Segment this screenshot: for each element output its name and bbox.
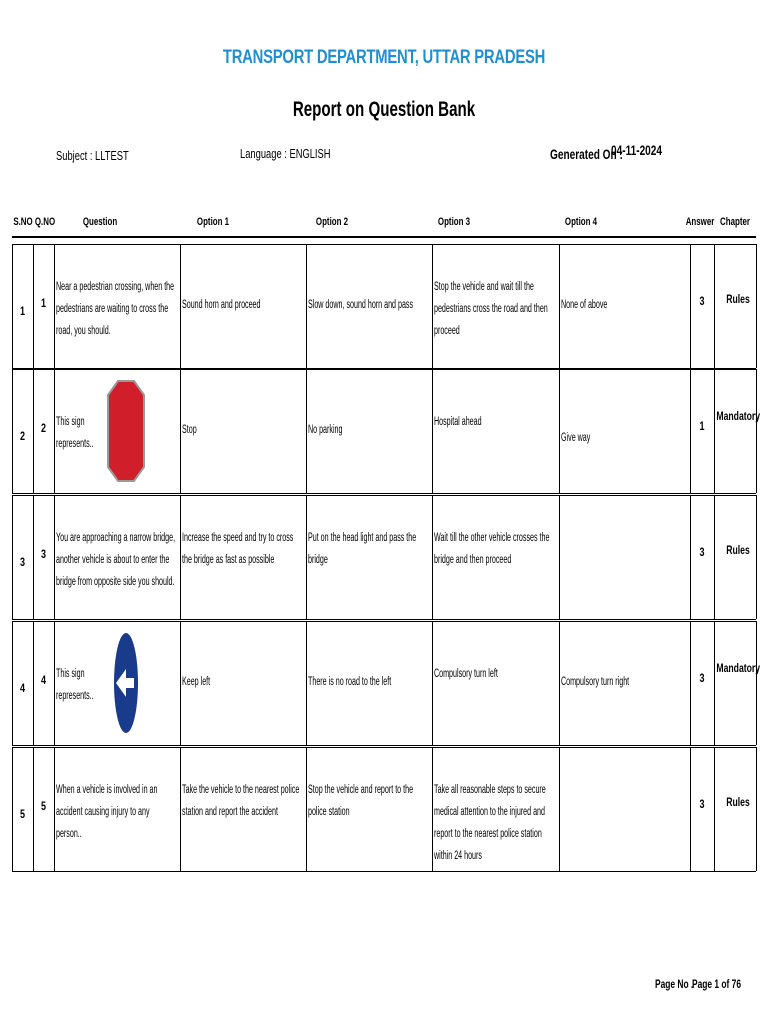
cell-chapter: Mandatory xyxy=(716,661,761,675)
column-header-option3: Option 3 xyxy=(437,216,471,228)
row-bottom-border xyxy=(12,745,756,746)
cell-question: This sign represents.. xyxy=(56,416,94,450)
cell-question: Near a pedestrian crossing, when the pedestrians are waiting to cross the road, you should. xyxy=(56,281,175,337)
column-divider xyxy=(756,747,757,871)
header-rule xyxy=(12,236,756,238)
cell-qno: 2 xyxy=(40,421,47,435)
cell-option-4: Compulsory turn right xyxy=(561,676,630,688)
column-divider xyxy=(756,369,757,493)
cell-answer: 1 xyxy=(699,419,705,433)
cell-question: You are approaching a narrow bridge, another vehicle is about to enter the bridge from opposite side you should. xyxy=(56,532,176,588)
cell-answer: 3 xyxy=(699,545,705,559)
column-divider xyxy=(756,495,757,619)
cell-qno: 4 xyxy=(40,673,47,687)
cell-option-2: No parking xyxy=(308,424,343,436)
cell-sno: 4 xyxy=(19,681,26,695)
cell-option-2: There is no road to the left xyxy=(308,676,392,688)
cell-qno: 5 xyxy=(40,799,47,813)
cell-option-4: Give way xyxy=(561,432,591,444)
cell-chapter: Rules xyxy=(726,543,750,557)
cell-answer: 3 xyxy=(699,671,705,685)
page-number-value: Page 1 of 76 xyxy=(692,977,742,991)
cell-option-2: Slow down, sound horn and pass xyxy=(308,299,414,311)
cell-sno: 5 xyxy=(19,807,26,821)
column-header-option2: Option 2 xyxy=(315,216,349,228)
column-header-answer: Answer xyxy=(685,216,715,228)
column-divider xyxy=(756,621,757,745)
column-header-option1: Option 1 xyxy=(196,216,230,228)
cell-question: This sign represents.. xyxy=(56,668,94,702)
language-label: Language : ENGLISH xyxy=(240,146,331,161)
cell-option-1: Increase the speed and try to cross the bridge as fast as possible xyxy=(182,532,294,566)
cell-chapter: Rules xyxy=(726,292,750,306)
cell-question: When a vehicle is involved in an accident causing injury to any person.. xyxy=(56,784,158,840)
cell-qno: 3 xyxy=(40,547,47,561)
cell-option-1: Keep left xyxy=(182,676,211,688)
column-header-sno: S.NO xyxy=(13,216,33,228)
cell-option-3: Take all reasonable steps to secure medical attention to the injured and report to the nearest police station within 24 hours xyxy=(434,784,546,862)
cell-chapter: Mandatory xyxy=(716,409,761,423)
cell-option-3: Hospital ahead xyxy=(434,416,482,428)
compulsory-turn-left-sign-icon xyxy=(106,631,146,735)
stop-sign-icon xyxy=(106,379,146,483)
cell-option-3: Wait till the other vehicle crosses the bridge and then proceed xyxy=(434,532,550,566)
cell-option-1: Sound horn and proceed xyxy=(182,299,261,311)
cell-option-3: Stop the vehicle and wait till the pedestrians cross the road and then proceed xyxy=(434,281,548,337)
cell-answer: 3 xyxy=(699,294,705,308)
row-bottom-border xyxy=(12,493,756,494)
page-number-label: Page No . xyxy=(655,977,694,991)
department-title: TRANSPORT DEPARTMENT, UTTAR PRADESH xyxy=(222,47,546,68)
cell-chapter: Rules xyxy=(726,795,750,809)
cell-answer: 3 xyxy=(699,797,705,811)
column-header-option4: Option 4 xyxy=(564,216,598,228)
cell-sno: 2 xyxy=(19,429,26,443)
column-header-chapter: Chapter xyxy=(720,216,750,228)
cell-sno: 3 xyxy=(19,555,26,569)
cell-qno: 1 xyxy=(40,296,47,310)
cell-option-2: Stop the vehicle and report to the police station xyxy=(308,784,414,818)
column-divider xyxy=(756,244,757,368)
cell-option-1: Stop xyxy=(182,424,197,436)
subject-label: Subject : LLTEST xyxy=(56,148,129,163)
cell-option-3: Compulsory turn left xyxy=(434,668,498,680)
cell-sno: 1 xyxy=(19,304,26,318)
column-header-question: Question xyxy=(82,216,118,228)
row-bottom-border xyxy=(12,619,756,620)
cell-option-4: None of above xyxy=(561,299,608,311)
report-title: Report on Question Bank xyxy=(292,98,476,121)
column-header-qno: Q.NO xyxy=(34,216,56,228)
row-bottom-border xyxy=(12,871,756,872)
cell-option-1: Take the vehicle to the nearest police station and report the accident xyxy=(182,784,300,818)
cell-option-2: Put on the head light and pass the bridge xyxy=(308,532,417,566)
generated-on-date: 04-11-2024 xyxy=(611,142,663,158)
generated-on-label: Generated On : xyxy=(550,146,623,162)
